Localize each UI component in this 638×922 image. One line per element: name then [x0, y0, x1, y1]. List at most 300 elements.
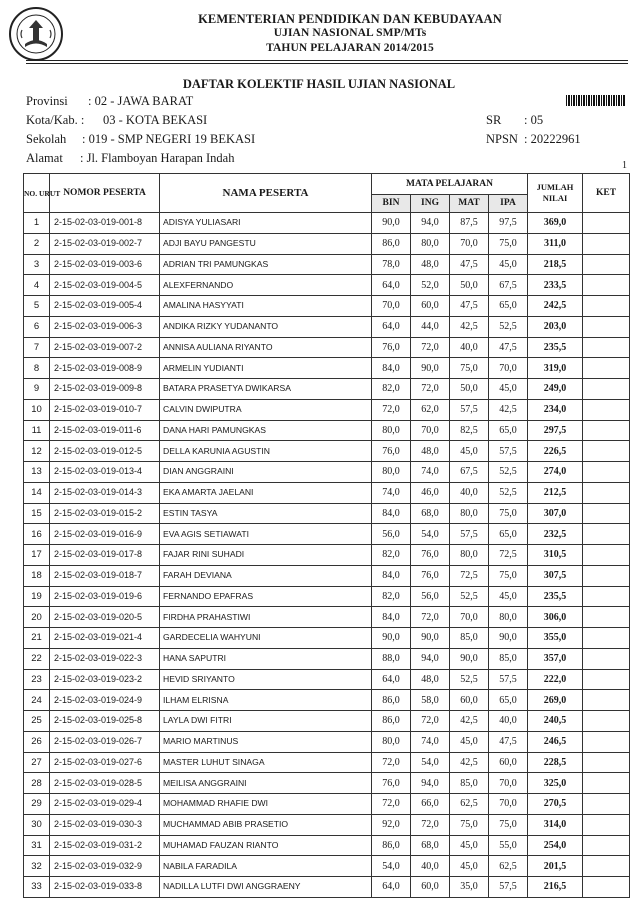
cell-jumlah-nilai: 314,0 — [528, 814, 583, 835]
cell-ing: 54,0 — [411, 524, 450, 545]
cell-bin: 64,0 — [372, 877, 411, 898]
table-row — [24, 607, 630, 628]
cell-nomor-peserta: 2-15-02-03-019-023-2 — [50, 669, 160, 690]
ministry-title: KEMENTERIAN PENDIDIKAN DAN KEBUDAYAAN — [198, 12, 502, 26]
cell-bin: 64,0 — [372, 275, 411, 296]
cell-mat: 42,5 — [450, 752, 489, 773]
cell-ket — [583, 731, 630, 752]
document-title: DAFTAR KOLEKTIF HASIL UJIAN NASIONAL — [182, 77, 456, 91]
cell-nama-peserta: FAJAR RINI SUHADI — [160, 545, 372, 566]
cell-nama-peserta: ESTIN TASYA — [160, 503, 372, 524]
table-body — [24, 213, 630, 898]
cell-ipa: 65,0 — [489, 296, 528, 317]
cell-bin: 54,0 — [372, 856, 411, 877]
cell-ket — [583, 690, 630, 711]
cell-nomor-peserta: 2-15-02-03-019-020-5 — [50, 607, 160, 628]
cell-bin: 76,0 — [372, 441, 411, 462]
cell-mat: 87,5 — [450, 213, 489, 234]
cell-ing: 76,0 — [411, 545, 450, 566]
cell-nomor-peserta: 2-15-02-03-019-026-7 — [50, 731, 160, 752]
cell-ing: 90,0 — [411, 628, 450, 649]
cell-no-urut: 18 — [24, 565, 50, 586]
npsn-value: : 20222961 — [524, 132, 581, 146]
exam-title: UJIAN NASIONAL SMP/MTs — [273, 27, 427, 39]
cell-nomor-peserta: 2-15-02-03-019-002-7 — [50, 233, 160, 254]
cell-nama-peserta: GARDECELIA WAHYUNI — [160, 628, 372, 649]
cell-ket — [583, 275, 630, 296]
cell-nomor-peserta: 2-15-02-03-019-031-2 — [50, 835, 160, 856]
cell-jumlah-nilai: 357,0 — [528, 648, 583, 669]
cell-no-urut: 28 — [24, 773, 50, 794]
cell-no-urut: 17 — [24, 545, 50, 566]
cell-ing: 48,0 — [411, 669, 450, 690]
cell-nomor-peserta: 2-15-02-03-019-009-8 — [50, 379, 160, 400]
cell-no-urut: 7 — [24, 337, 50, 358]
sekolah-row — [26, 132, 255, 147]
cell-mat: 45,0 — [450, 441, 489, 462]
cell-ing: 44,0 — [411, 316, 450, 337]
cell-nomor-peserta: 2-15-02-03-019-017-8 — [50, 545, 160, 566]
cell-ipa: 55,0 — [489, 835, 528, 856]
cell-jumlah-nilai: 246,5 — [528, 731, 583, 752]
table-row — [24, 482, 630, 503]
cell-jumlah-nilai: 249,0 — [528, 379, 583, 400]
cell-no-urut: 19 — [24, 586, 50, 607]
cell-nama-peserta: CALVIN DWIPUTRA — [160, 399, 372, 420]
cell-ipa: 47,5 — [489, 337, 528, 358]
npsn-row — [486, 132, 581, 147]
cell-nama-peserta: ILHAM ELRISNA — [160, 690, 372, 711]
cell-mat: 80,0 — [450, 503, 489, 524]
alamat-value: : Jl. Flamboyan Harapan Indah — [80, 151, 235, 165]
cell-ket — [583, 233, 630, 254]
cell-nama-peserta: FERNANDO EPAFRAS — [160, 586, 372, 607]
cell-nama-peserta: MARIO MARTINUS — [160, 731, 372, 752]
tut-wuri-handayani-emblem-icon — [8, 6, 64, 62]
cell-ipa: 52,5 — [489, 316, 528, 337]
cell-ipa: 57,5 — [489, 441, 528, 462]
cell-nama-peserta: ADJI BAYU PANGESTU — [160, 233, 372, 254]
table-row — [24, 399, 630, 420]
header-jumlah-nilai: JUMLAH NILAI — [528, 174, 583, 213]
cell-no-urut: 3 — [24, 254, 50, 275]
cell-jumlah-nilai: 222,0 — [528, 669, 583, 690]
cell-ket — [583, 316, 630, 337]
cell-ket — [583, 399, 630, 420]
table-row — [24, 731, 630, 752]
cell-ket — [583, 358, 630, 379]
sr-row — [486, 113, 543, 128]
cell-bin: 74,0 — [372, 482, 411, 503]
cell-ket — [583, 669, 630, 690]
cell-bin: 80,0 — [372, 462, 411, 483]
cell-nomor-peserta: 2-15-02-03-019-021-4 — [50, 628, 160, 649]
cell-mat: 45,0 — [450, 835, 489, 856]
cell-bin: 86,0 — [372, 835, 411, 856]
cell-bin: 84,0 — [372, 565, 411, 586]
table-row — [24, 648, 630, 669]
provinsi-value: : 02 - JAWA BARAT — [88, 94, 194, 108]
cell-ket — [583, 794, 630, 815]
cell-ket — [583, 711, 630, 732]
cell-nomor-peserta: 2-15-02-03-019-024-9 — [50, 690, 160, 711]
cell-jumlah-nilai: 307,0 — [528, 503, 583, 524]
cell-mat: 70,0 — [450, 607, 489, 628]
cell-bin: 64,0 — [372, 669, 411, 690]
table-row — [24, 213, 630, 234]
table-row — [24, 752, 630, 773]
cell-nomor-peserta: 2-15-02-03-019-029-4 — [50, 794, 160, 815]
cell-ipa: 80,0 — [489, 607, 528, 628]
cell-no-urut: 31 — [24, 835, 50, 856]
cell-ing: 56,0 — [411, 586, 450, 607]
cell-ing: 66,0 — [411, 794, 450, 815]
cell-nomor-peserta: 2-15-02-03-019-006-3 — [50, 316, 160, 337]
cell-ing: 72,0 — [411, 337, 450, 358]
header-ing: ING — [411, 195, 450, 213]
cell-no-urut: 12 — [24, 441, 50, 462]
cell-no-urut: 32 — [24, 856, 50, 877]
cell-ipa: 75,0 — [489, 814, 528, 835]
cell-ket — [583, 752, 630, 773]
cell-nama-peserta: FARAH DEVIANA — [160, 565, 372, 586]
cell-nomor-peserta: 2-15-02-03-019-015-2 — [50, 503, 160, 524]
cell-ket — [583, 835, 630, 856]
table-row — [24, 856, 630, 877]
cell-bin: 82,0 — [372, 586, 411, 607]
cell-nomor-peserta: 2-15-02-03-019-030-3 — [50, 814, 160, 835]
cell-ket — [583, 213, 630, 234]
table-row — [24, 462, 630, 483]
cell-ket — [583, 254, 630, 275]
cell-ket — [583, 462, 630, 483]
cell-nomor-peserta: 2-15-02-03-019-004-5 — [50, 275, 160, 296]
cell-nama-peserta: ADISYA YULIASARI — [160, 213, 372, 234]
table-row — [24, 524, 630, 545]
header-nama-peserta: NAMA PESERTA — [160, 174, 372, 213]
cell-bin: 86,0 — [372, 690, 411, 711]
table-row — [24, 835, 630, 856]
cell-bin: 90,0 — [372, 628, 411, 649]
cell-ing: 80,0 — [411, 233, 450, 254]
cell-ket — [583, 773, 630, 794]
npsn-label: NPSN — [486, 132, 518, 146]
cell-bin: 76,0 — [372, 337, 411, 358]
table-row — [24, 628, 630, 649]
cell-no-urut: 16 — [24, 524, 50, 545]
cell-ipa: 45,0 — [489, 379, 528, 400]
cell-ket — [583, 503, 630, 524]
cell-ipa: 52,5 — [489, 482, 528, 503]
cell-mat: 35,0 — [450, 877, 489, 898]
cell-ing: 62,0 — [411, 399, 450, 420]
cell-jumlah-nilai: 325,0 — [528, 773, 583, 794]
table-row — [24, 545, 630, 566]
cell-no-urut: 4 — [24, 275, 50, 296]
cell-nama-peserta: LAYLA DWI FITRI — [160, 711, 372, 732]
cell-nama-peserta: NABILA FARADILA — [160, 856, 372, 877]
cell-nama-peserta: ARMELIN YUDIANTI — [160, 358, 372, 379]
cell-ipa: 70,0 — [489, 794, 528, 815]
cell-mat: 40,0 — [450, 482, 489, 503]
cell-ing: 48,0 — [411, 254, 450, 275]
cell-bin: 88,0 — [372, 648, 411, 669]
cell-mat: 60,0 — [450, 690, 489, 711]
cell-nomor-peserta: 2-15-02-03-019-022-3 — [50, 648, 160, 669]
cell-ing: 94,0 — [411, 648, 450, 669]
cell-nama-peserta: NADILLA LUTFI DWI ANGGRAENY — [160, 877, 372, 898]
cell-jumlah-nilai: 240,5 — [528, 711, 583, 732]
cell-mat: 70,0 — [450, 233, 489, 254]
kota-row — [26, 113, 207, 128]
cell-mat: 62,5 — [450, 794, 489, 815]
cell-mat: 45,0 — [450, 731, 489, 752]
page-number: 1 — [622, 160, 627, 171]
cell-ing: 74,0 — [411, 731, 450, 752]
cell-mat: 47,5 — [450, 296, 489, 317]
cell-mat: 47,5 — [450, 254, 489, 275]
cell-no-urut: 23 — [24, 669, 50, 690]
cell-no-urut: 15 — [24, 503, 50, 524]
cell-no-urut: 9 — [24, 379, 50, 400]
cell-ipa: 47,5 — [489, 731, 528, 752]
cell-nama-peserta: MEILISA ANGGRAINI — [160, 773, 372, 794]
cell-no-urut: 1 — [24, 213, 50, 234]
barcode — [566, 95, 626, 106]
cell-ipa: 60,0 — [489, 752, 528, 773]
cell-ipa: 90,0 — [489, 628, 528, 649]
header-ket: KET — [583, 174, 630, 213]
cell-ket — [583, 441, 630, 462]
cell-no-urut: 2 — [24, 233, 50, 254]
header-bin: BIN — [372, 195, 411, 213]
cell-bin: 86,0 — [372, 711, 411, 732]
cell-ipa: 67,5 — [489, 275, 528, 296]
cell-mat: 57,5 — [450, 399, 489, 420]
table-row — [24, 565, 630, 586]
cell-nomor-peserta: 2-15-02-03-019-007-2 — [50, 337, 160, 358]
cell-jumlah-nilai: 297,5 — [528, 420, 583, 441]
cell-nomor-peserta: 2-15-02-03-019-003-6 — [50, 254, 160, 275]
cell-bin: 84,0 — [372, 607, 411, 628]
cell-nomor-peserta: 2-15-02-03-019-001-8 — [50, 213, 160, 234]
cell-mat: 57,5 — [450, 524, 489, 545]
cell-ipa: 75,0 — [489, 565, 528, 586]
cell-jumlah-nilai: 270,5 — [528, 794, 583, 815]
cell-ing: 90,0 — [411, 358, 450, 379]
cell-no-urut: 25 — [24, 711, 50, 732]
cell-nomor-peserta: 2-15-02-03-019-014-3 — [50, 482, 160, 503]
cell-mat: 72,5 — [450, 565, 489, 586]
cell-nomor-peserta: 2-15-02-03-019-005-4 — [50, 296, 160, 317]
cell-no-urut: 22 — [24, 648, 50, 669]
cell-no-urut: 30 — [24, 814, 50, 835]
cell-jumlah-nilai: 319,0 — [528, 358, 583, 379]
cell-nomor-peserta: 2-15-02-03-019-016-9 — [50, 524, 160, 545]
header-rule-thin — [26, 63, 628, 64]
cell-bin: 56,0 — [372, 524, 411, 545]
cell-bin: 82,0 — [372, 379, 411, 400]
cell-mat: 85,0 — [450, 628, 489, 649]
table-row — [24, 379, 630, 400]
alamat-row — [26, 151, 234, 166]
cell-bin: 72,0 — [372, 752, 411, 773]
cell-mat: 50,0 — [450, 275, 489, 296]
table-row — [24, 420, 630, 441]
table-row — [24, 773, 630, 794]
cell-mat: 52,5 — [450, 669, 489, 690]
sr-value: : 05 — [524, 113, 544, 127]
cell-ing: 76,0 — [411, 565, 450, 586]
cell-ipa: 42,5 — [489, 399, 528, 420]
cell-jumlah-nilai: 306,0 — [528, 607, 583, 628]
results-table — [23, 173, 630, 898]
cell-nama-peserta: EVA AGIS SETIAWATI — [160, 524, 372, 545]
sekolah-label: Sekolah — [26, 132, 67, 146]
cell-ket — [583, 814, 630, 835]
cell-ket — [583, 628, 630, 649]
cell-ket — [583, 337, 630, 358]
provinsi-row — [26, 94, 193, 109]
cell-nomor-peserta: 2-15-02-03-019-018-7 — [50, 565, 160, 586]
cell-nomor-peserta: 2-15-02-03-019-008-9 — [50, 358, 160, 379]
cell-nomor-peserta: 2-15-02-03-019-013-4 — [50, 462, 160, 483]
cell-ipa: 45,0 — [489, 254, 528, 275]
header-rule — [26, 60, 628, 61]
cell-ing: 68,0 — [411, 503, 450, 524]
cell-no-urut: 24 — [24, 690, 50, 711]
cell-nama-peserta: DANA HARI PAMUNGKAS — [160, 420, 372, 441]
table-row — [24, 690, 630, 711]
cell-ipa: 72,5 — [489, 545, 528, 566]
cell-bin: 92,0 — [372, 814, 411, 835]
cell-bin: 90,0 — [372, 213, 411, 234]
cell-nama-peserta: AMALINA HASYYATI — [160, 296, 372, 317]
cell-mat: 50,0 — [450, 379, 489, 400]
cell-nama-peserta: ANNISA AULIANA RIYANTO — [160, 337, 372, 358]
cell-ing: 72,0 — [411, 379, 450, 400]
cell-nomor-peserta: 2-15-02-03-019-019-6 — [50, 586, 160, 607]
cell-ipa: 57,5 — [489, 877, 528, 898]
cell-ket — [583, 420, 630, 441]
cell-jumlah-nilai: 201,5 — [528, 856, 583, 877]
cell-nama-peserta: ADRIAN TRI PAMUNGKAS — [160, 254, 372, 275]
table-row — [24, 877, 630, 898]
cell-nama-peserta: DIAN ANGGRAINI — [160, 462, 372, 483]
sekolah-value: : 019 - SMP NEGERI 19 BEKASI — [82, 132, 256, 146]
table-row — [24, 233, 630, 254]
cell-ipa: 45,0 — [489, 586, 528, 607]
cell-ipa: 70,0 — [489, 773, 528, 794]
cell-jumlah-nilai: 310,5 — [528, 545, 583, 566]
cell-no-urut: 26 — [24, 731, 50, 752]
cell-no-urut: 27 — [24, 752, 50, 773]
table-row — [24, 358, 630, 379]
cell-ket — [583, 545, 630, 566]
kota-value: 03 - KOTA BEKASI — [103, 113, 208, 127]
cell-ket — [583, 482, 630, 503]
cell-jumlah-nilai: 212,5 — [528, 482, 583, 503]
table-row — [24, 711, 630, 732]
cell-jumlah-nilai: 242,5 — [528, 296, 583, 317]
cell-jumlah-nilai: 235,5 — [528, 586, 583, 607]
cell-nomor-peserta: 2-15-02-03-019-027-6 — [50, 752, 160, 773]
cell-jumlah-nilai: 254,0 — [528, 835, 583, 856]
cell-bin: 80,0 — [372, 420, 411, 441]
cell-no-urut: 10 — [24, 399, 50, 420]
table-row — [24, 316, 630, 337]
cell-nomor-peserta: 2-15-02-03-019-032-9 — [50, 856, 160, 877]
cell-ing: 68,0 — [411, 835, 450, 856]
table-row — [24, 441, 630, 462]
cell-jumlah-nilai: 216,5 — [528, 877, 583, 898]
cell-no-urut: 8 — [24, 358, 50, 379]
cell-ing: 72,0 — [411, 711, 450, 732]
table-row — [24, 337, 630, 358]
cell-ing: 94,0 — [411, 773, 450, 794]
cell-bin: 78,0 — [372, 254, 411, 275]
cell-ipa: 75,0 — [489, 233, 528, 254]
cell-ket — [583, 856, 630, 877]
academic-year: TAHUN PELAJARAN 2014/2015 — [266, 42, 434, 54]
cell-no-urut: 33 — [24, 877, 50, 898]
cell-ing: 60,0 — [411, 296, 450, 317]
cell-nama-peserta: MUHAMAD FAUZAN RIANTO — [160, 835, 372, 856]
header-nomor-peserta: NOMOR PESERTA — [50, 174, 160, 213]
cell-ipa: 65,0 — [489, 690, 528, 711]
cell-mat: 85,0 — [450, 773, 489, 794]
cell-no-urut: 6 — [24, 316, 50, 337]
table-row — [24, 669, 630, 690]
cell-nama-peserta: ALEXFERNANDO — [160, 275, 372, 296]
cell-no-urut: 13 — [24, 462, 50, 483]
table-row — [24, 254, 630, 275]
cell-mat: 82,5 — [450, 420, 489, 441]
cell-nama-peserta: DELLA KARUNIA AGUSTIN — [160, 441, 372, 462]
cell-nomor-peserta: 2-15-02-03-019-010-7 — [50, 399, 160, 420]
cell-nomor-peserta: 2-15-02-03-019-033-8 — [50, 877, 160, 898]
cell-jumlah-nilai: 228,5 — [528, 752, 583, 773]
cell-ipa: 52,5 — [489, 462, 528, 483]
cell-nomor-peserta: 2-15-02-03-019-012-5 — [50, 441, 160, 462]
cell-bin: 86,0 — [372, 233, 411, 254]
cell-nama-peserta: BATARA PRASETYA DWIKARSA — [160, 379, 372, 400]
cell-jumlah-nilai: 235,5 — [528, 337, 583, 358]
cell-no-urut: 14 — [24, 482, 50, 503]
cell-mat: 45,0 — [450, 856, 489, 877]
cell-ing: 48,0 — [411, 441, 450, 462]
cell-ipa: 62,5 — [489, 856, 528, 877]
table-row — [24, 814, 630, 835]
cell-ket — [583, 586, 630, 607]
cell-ipa: 57,5 — [489, 669, 528, 690]
header-no-urut: NO. URUT — [24, 174, 50, 213]
cell-mat: 75,0 — [450, 814, 489, 835]
cell-mat: 42,5 — [450, 316, 489, 337]
cell-jumlah-nilai: 203,0 — [528, 316, 583, 337]
cell-mat: 75,0 — [450, 358, 489, 379]
cell-jumlah-nilai: 355,0 — [528, 628, 583, 649]
cell-ipa: 97,5 — [489, 213, 528, 234]
cell-no-urut: 11 — [24, 420, 50, 441]
cell-nama-peserta: HEVID SRIYANTO — [160, 669, 372, 690]
cell-ing: 70,0 — [411, 420, 450, 441]
cell-jumlah-nilai: 307,5 — [528, 565, 583, 586]
cell-ipa: 65,0 — [489, 420, 528, 441]
cell-ing: 58,0 — [411, 690, 450, 711]
cell-bin: 84,0 — [372, 358, 411, 379]
cell-nama-peserta: ANDIKA RIZKY YUDANANTO — [160, 316, 372, 337]
